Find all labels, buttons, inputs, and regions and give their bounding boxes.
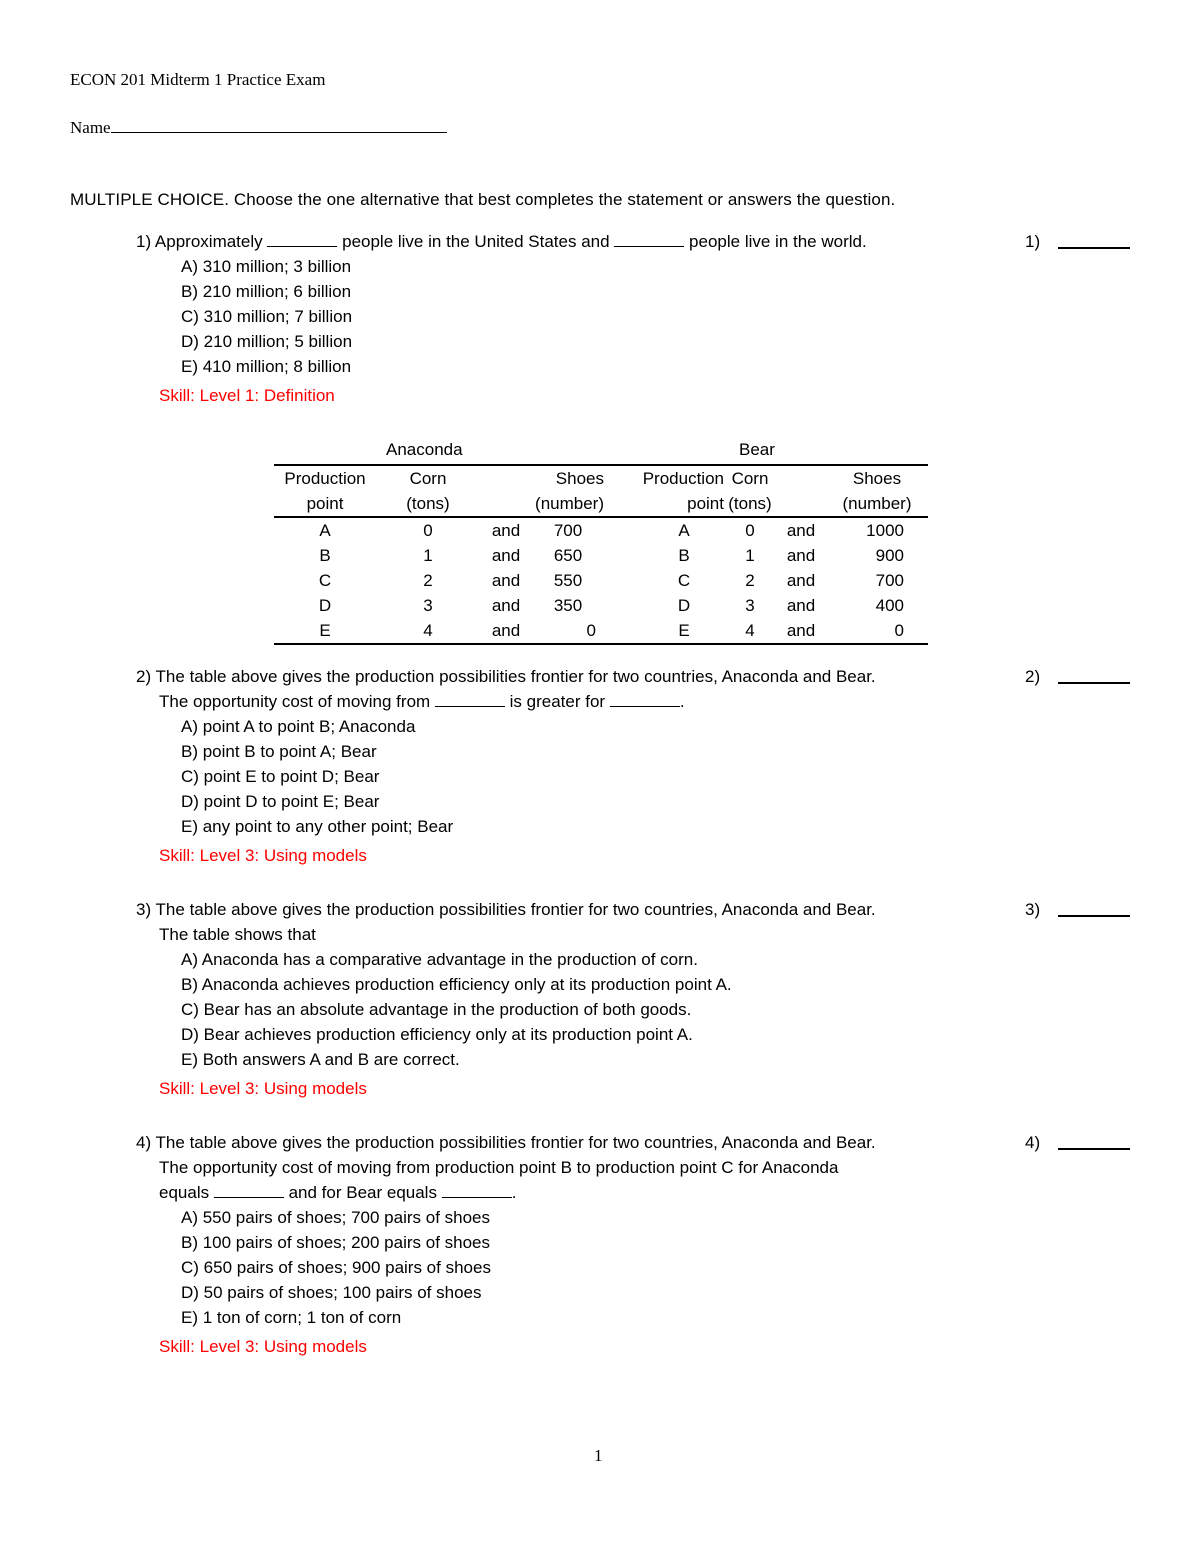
table-row: C 2 and 550 C 2 and 700 <box>318 571 904 590</box>
name-blank[interactable] <box>111 117 447 133</box>
option-c: C) Bear has an absolute advantage in the production of both goods. <box>181 1000 692 1019</box>
question-stem: 3) The table above gives the production possibilities frontier for two countries, Anaconda and Bear. 3) <box>136 897 1136 922</box>
ppf-data-table: Production Corn Shoes Production Corn Shoes point (tons) (number) point (tons) (number) A 0 and 700 A 0 and 1000 B 1 and 650 B 1 and 900 C 2 and 550 C 2 and 700 D 3 and 350 D 3 and 400 E 4 and 0 E 4 and 0 <box>274 464 928 645</box>
page-number: 1 <box>594 1446 603 1465</box>
skill-label: Skill: Level 3: Using models <box>159 846 367 865</box>
skill-label: Skill: Level 1: Definition <box>159 386 335 405</box>
question-1 <box>136 229 1136 408</box>
country-bear: Bear <box>739 440 775 459</box>
option-e: E) any point to any other point; Bear <box>181 817 454 836</box>
fill-blank <box>267 230 337 247</box>
option-b: B) 100 pairs of shoes; 200 pairs of shoes <box>181 1233 491 1252</box>
option-c: C) 310 million; 7 billion <box>181 307 353 326</box>
question-3: 3) The table above gives the production possibilities frontier for two countries, Anaconda and Bear. 3) The table shows that A) Anaconda has a comparative advantage in the production of corn. B) Anaconda achieves production efficiency only at its production point A. C) Bear has an absolute advantage in the production of both goods. D) Bear achieves production efficiency only at its production point A. E) Both answers A and B are correct. Skill: Level 3: Using models <box>136 897 1136 1101</box>
instructions: MULTIPLE CHOICE. Choose the one alternative that best completes the statement or answers the question. <box>70 190 896 209</box>
option-d: D) 50 pairs of shoes; 100 pairs of shoes <box>181 1283 482 1302</box>
name-field <box>70 117 447 138</box>
option-b: B) 210 million; 6 billion <box>181 282 352 301</box>
option-a: A) 310 million; 3 billion <box>181 257 352 276</box>
answer-label: 3) <box>1025 900 1041 919</box>
table-row: E 4 and 0 E 4 and 0 <box>319 621 904 640</box>
answer-label: 1) <box>1025 232 1041 251</box>
answer-label: 2) <box>1025 667 1041 686</box>
table-row: B 1 and 650 B 1 and 900 <box>319 546 904 565</box>
fill-blank <box>610 690 680 707</box>
exam-title: ECON 201 Midterm 1 Practice Exam <box>70 70 326 89</box>
option-b: B) point B to point A; Bear <box>181 742 377 761</box>
option-a: A) Anaconda has a comparative advantage in the production of corn. <box>181 950 698 969</box>
option-e: E) Both answers A and B are correct. <box>181 1050 460 1069</box>
table-row: D 3 and 350 D 3 and 400 <box>318 596 904 615</box>
skill-label: Skill: Level 3: Using models <box>159 1079 367 1098</box>
country-anaconda: Anaconda <box>386 440 463 459</box>
option-c: C) 650 pairs of shoes; 900 pairs of shoes <box>181 1258 491 1277</box>
question-2: 2) The table above gives the production possibilities frontier for two countries, Anaconda and Bear. 2) The opportunity cost of moving from is greater for . A) point A to point B; Anaconda B) point B to point A; Bear C) point E to point D; Bear D) point D to point E; Bear E) any point to any other point; Bear Skill: Level 3: Using models <box>136 664 1136 868</box>
table-row: A 0 and 700 A 0 and 1000 <box>319 521 904 540</box>
fill-blank <box>442 1181 512 1198</box>
option-a: A) 550 pairs of shoes; 700 pairs of shoes <box>181 1208 491 1227</box>
option-b: B) Anaconda achieves production efficiency only at its production point A. <box>181 975 732 994</box>
option-d: D) Bear achieves production efficiency only at its production point A. <box>181 1025 693 1044</box>
option-a: A) point A to point B; Anaconda <box>181 717 416 736</box>
fill-blank <box>214 1181 284 1198</box>
answer-blank[interactable] <box>1058 682 1130 684</box>
answer-label: 4) <box>1025 1133 1041 1152</box>
fill-blank <box>435 690 505 707</box>
answer-blank[interactable] <box>1058 247 1130 249</box>
question-4: 4) The table above gives the production possibilities frontier for two countries, Anaconda and Bear. 4) The opportunity cost of moving from production point B to production point C for Anaconda equals and for Bear equals . A) 550 pairs of shoes; 700 pairs of shoes B) 100 pairs of shoes; 200 pairs of shoes C) 650 pairs of shoes; 900 pairs of shoes D) 50 pairs of shoes; 100 pairs of shoes E) 1 ton of corn; 1 ton of corn Skill: Level 3: Using models <box>136 1130 1136 1359</box>
name-label: Name <box>70 118 111 137</box>
question-stem: 1) Approximately people live in the United States and people live in the world. 1) <box>136 229 1136 254</box>
fill-blank <box>614 230 684 247</box>
option-d: D) 210 million; 5 billion <box>181 332 353 351</box>
option-e: E) 410 million; 8 billion <box>181 357 352 376</box>
ppf-table <box>274 438 928 645</box>
option-e: E) 1 ton of corn; 1 ton of corn <box>181 1308 402 1327</box>
question-stem: 2) The table above gives the production possibilities frontier for two countries, Anaconda and Bear. 2) <box>136 664 1136 689</box>
answer-blank[interactable] <box>1058 915 1130 917</box>
answer-blank[interactable] <box>1058 1148 1130 1150</box>
option-d: D) point D to point E; Bear <box>181 792 380 811</box>
skill-label: Skill: Level 3: Using models <box>159 1337 367 1356</box>
question-stem: 4) The table above gives the production possibilities frontier for two countries, Anaconda and Bear. 4) <box>136 1130 1136 1155</box>
option-c: C) point E to point D; Bear <box>181 767 380 786</box>
